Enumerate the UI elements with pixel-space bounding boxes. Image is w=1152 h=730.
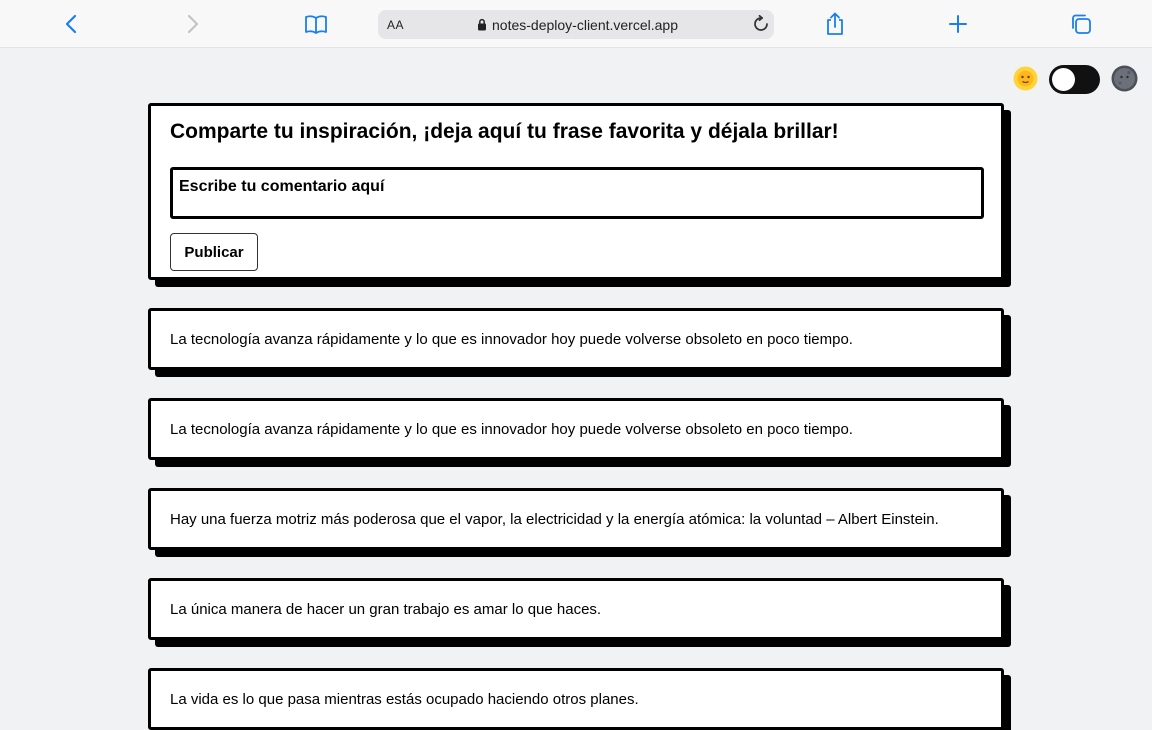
note-text: La vida es lo que pasa mientras estás ocupado haciendo otros planes. [170,691,639,708]
moon-icon [1111,65,1138,92]
url-text: notes-deploy-client.vercel.app [492,17,678,33]
composer-title: Comparte tu inspiración, ¡deja aquí tu frase favorita y déjala brillar! [170,120,839,143]
back-icon[interactable] [59,12,83,36]
reload-icon[interactable] [749,12,773,36]
note-text: La tecnología avanza rápidamente y lo que es innovador hoy puede volverse obsoleto en poco tiempo. [170,421,853,438]
note-text: Hay una fuerza motriz más poderosa que el vapor, la electricidad y la energía atómica: la voluntad – Albert Einstein. [170,511,939,528]
comment-input[interactable] [170,167,984,219]
toggle-knob [1052,68,1075,91]
lock-icon [477,18,487,36]
note-text: La única manera de hacer un gran trabajo es amar lo que haces. [170,601,602,618]
address-bar[interactable] [378,10,774,39]
note-card [148,398,1004,460]
note-card [148,668,1004,730]
note-card [148,488,1004,550]
note-card [148,308,1004,370]
note-card [148,578,1004,640]
browser-toolbar [0,0,1152,48]
note-text: La tecnología avanza rápidamente y lo que es innovador hoy puede volverse obsoleto en poco tiempo. [170,331,853,348]
bookmarks-icon[interactable] [304,12,328,36]
composer-card [148,103,1004,280]
tabs-icon[interactable] [1069,12,1093,36]
publish-button[interactable]: Publicar [170,233,258,271]
text-size-button[interactable]: AA [387,18,405,32]
forward-icon[interactable] [181,12,205,36]
new-tab-icon[interactable] [946,12,970,36]
share-icon[interactable] [823,12,847,36]
sun-icon [1013,66,1038,91]
theme-toggle[interactable] [1049,65,1100,94]
